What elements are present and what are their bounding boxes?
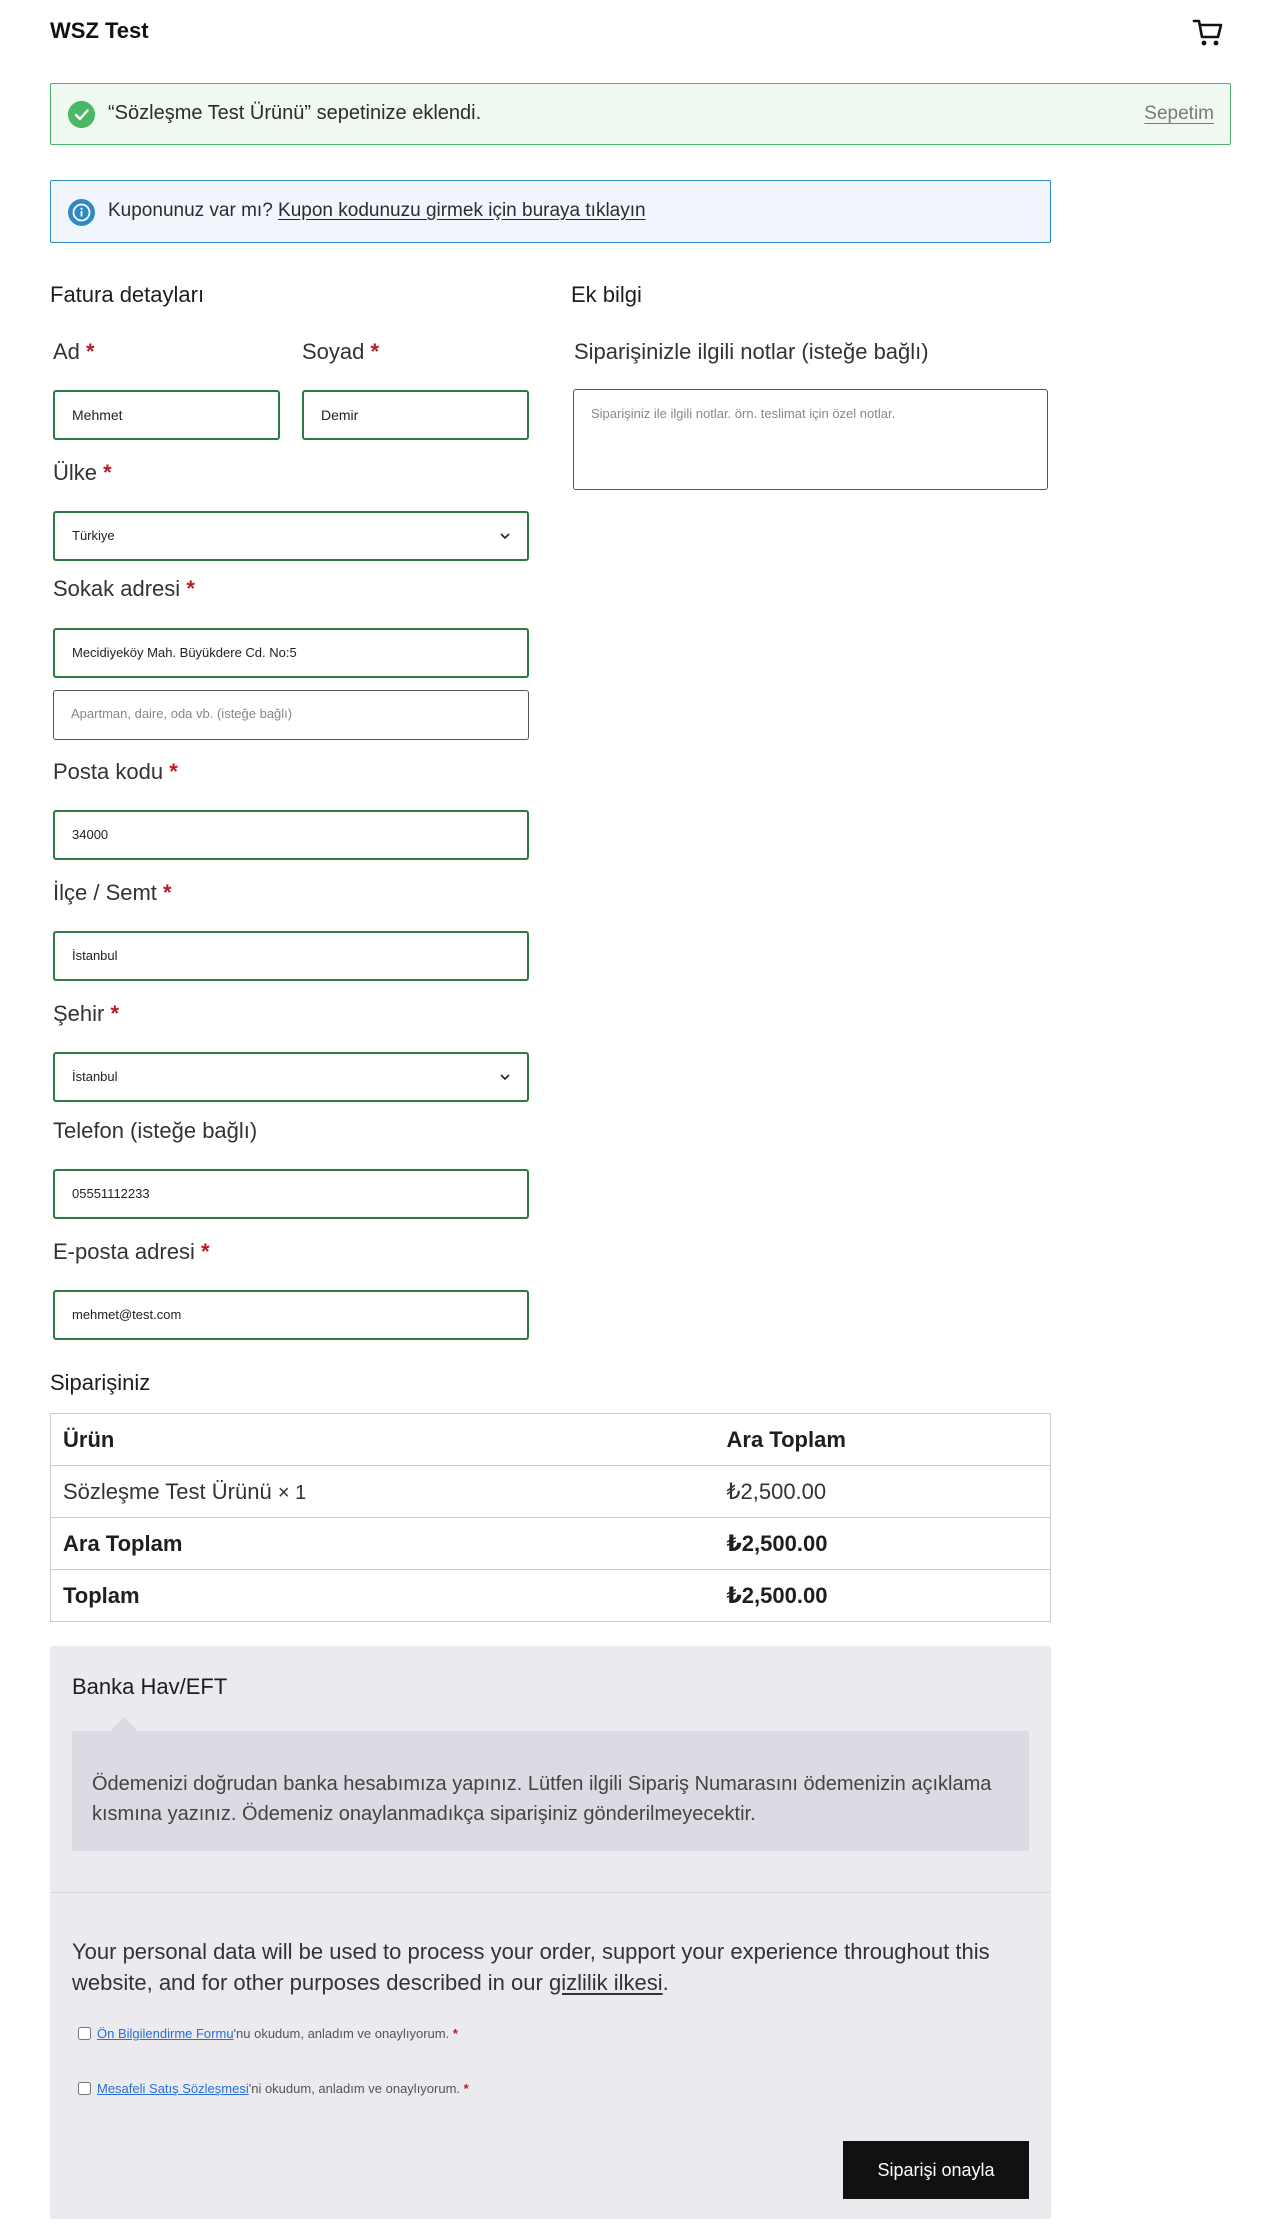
place-order-button[interactable]: Siparişi onayla <box>843 2141 1029 2199</box>
table-row <box>51 1466 1051 1518</box>
consent-pre-info[interactable]: Ön Bilgilendirme Formu'nu okudum, anladım ve onaylıyorum. * <box>78 2026 458 2041</box>
pre-info-link[interactable]: Ön Bilgilendirme Formu <box>97 2026 234 2041</box>
total-row <box>51 1570 1051 1622</box>
cart-link[interactable]: Sepetim <box>1144 103 1214 124</box>
payment-description: Ödemenizi doğrudan banka hesabımıza yapınız. Lütfen ilgili Sipariş Numarasını ödemenizin açıklama kısmına yazınız. Ödemeniz onaylanmadıkça siparişiniz gönderilmeyecektir. <box>72 1731 1029 1851</box>
consent-distance-sales[interactable]: Mesafeli Satış Sözleşmesi'ni okudum, anladım ve onaylıyorum. * <box>78 2081 469 2096</box>
site-title[interactable]: WSZ Test <box>50 18 149 43</box>
subtotal-value: ₺2,500.00 <box>715 1518 1051 1570</box>
additional-title: Ek bilgi <box>571 282 642 307</box>
country-label: Ülke * <box>53 460 112 485</box>
last-name-field[interactable]: Demir <box>302 390 529 440</box>
total-value: ₺2,500.00 <box>715 1570 1051 1622</box>
item-total: ₺2,500.00 <box>715 1466 1051 1518</box>
cart-icon[interactable] <box>1192 16 1224 48</box>
district-label: İlçe / Semt * <box>53 880 172 905</box>
coupon-prefix: Kuponunuz var mı? <box>108 200 273 221</box>
first-name-label: Ad * <box>53 339 95 364</box>
success-notice <box>50 83 1231 145</box>
phone-label: Telefon (isteğe bağlı) <box>53 1118 258 1143</box>
email-field[interactable]: mehmet@test.com <box>53 1290 529 1340</box>
item-cell: Sözleşme Test Ürünü × 1 <box>51 1466 715 1518</box>
notes-textarea[interactable]: Siparişiniz ile ilgili notlar. örn. teslimat için özel notlar. <box>573 389 1048 490</box>
street-label: Sokak adresi * <box>53 576 195 601</box>
payment-method-title[interactable]: Banka Hav/EFT <box>72 1674 228 1699</box>
district-field[interactable]: İstanbul <box>53 931 529 981</box>
pre-info-checkbox[interactable] <box>78 2027 91 2040</box>
email-label: E-posta adresi * <box>53 1239 210 1264</box>
privacy-link[interactable]: gizlilik ilkesi <box>548 1970 663 1995</box>
notes-label: Siparişinizle ilgili notlar (isteğe bağlı) <box>574 339 929 364</box>
city-label: Şehir * <box>53 1001 120 1026</box>
street-address-field[interactable]: Mecidiyeköy Mah. Büyükdere Cd. No:5 <box>53 628 529 678</box>
header-subtotal: Ara Toplam <box>726 1426 846 1452</box>
coupon-link[interactable]: Kupon kodunuzu girmek için buraya tıklayın <box>278 200 646 221</box>
last-name-label: Soyad * <box>302 339 380 364</box>
payment-box <box>50 1646 1051 2219</box>
order-table <box>50 1413 1051 1622</box>
coupon-message <box>108 200 646 222</box>
distance-sales-link[interactable]: Mesafeli Satış Sözleşmesi <box>97 2081 249 2096</box>
phone-field[interactable]: 05551112233 <box>53 1169 529 1219</box>
first-name-field[interactable]: Mehmet <box>53 390 280 440</box>
subtotal-row <box>51 1518 1051 1570</box>
chevron-down-icon <box>499 1071 511 1083</box>
street-address-2-field[interactable]: Apartman, daire, oda vb. (isteğe bağlı) <box>53 690 529 740</box>
header-product: Ürün <box>63 1426 115 1452</box>
order-title: Siparişiniz <box>50 1370 151 1395</box>
divider <box>50 1892 1051 1893</box>
city-select[interactable]: İstanbul <box>53 1052 529 1102</box>
subtotal-label: Ara Toplam <box>51 1518 715 1570</box>
success-message: “Sözleşme Test Ürünü” sepetinize eklendi. <box>108 102 482 124</box>
distance-sales-checkbox[interactable] <box>78 2082 91 2095</box>
info-icon <box>68 199 95 226</box>
privacy-text: Your personal data will be used to process your order, support your experience throughout this website, and for other purposes described in our gizlilik ilkesi. <box>72 1939 990 1995</box>
country-select[interactable]: Türkiye <box>53 511 529 561</box>
postcode-field[interactable]: 34000 <box>53 810 529 860</box>
chevron-down-icon <box>499 530 511 542</box>
check-circle-icon <box>68 101 95 128</box>
billing-title: Fatura detayları <box>50 282 205 307</box>
table-header-row <box>51 1414 1051 1466</box>
total-label: Toplam <box>51 1570 715 1622</box>
description-arrow <box>110 1717 138 1731</box>
postcode-label: Posta kodu * <box>53 759 178 784</box>
coupon-notice <box>50 180 1051 243</box>
